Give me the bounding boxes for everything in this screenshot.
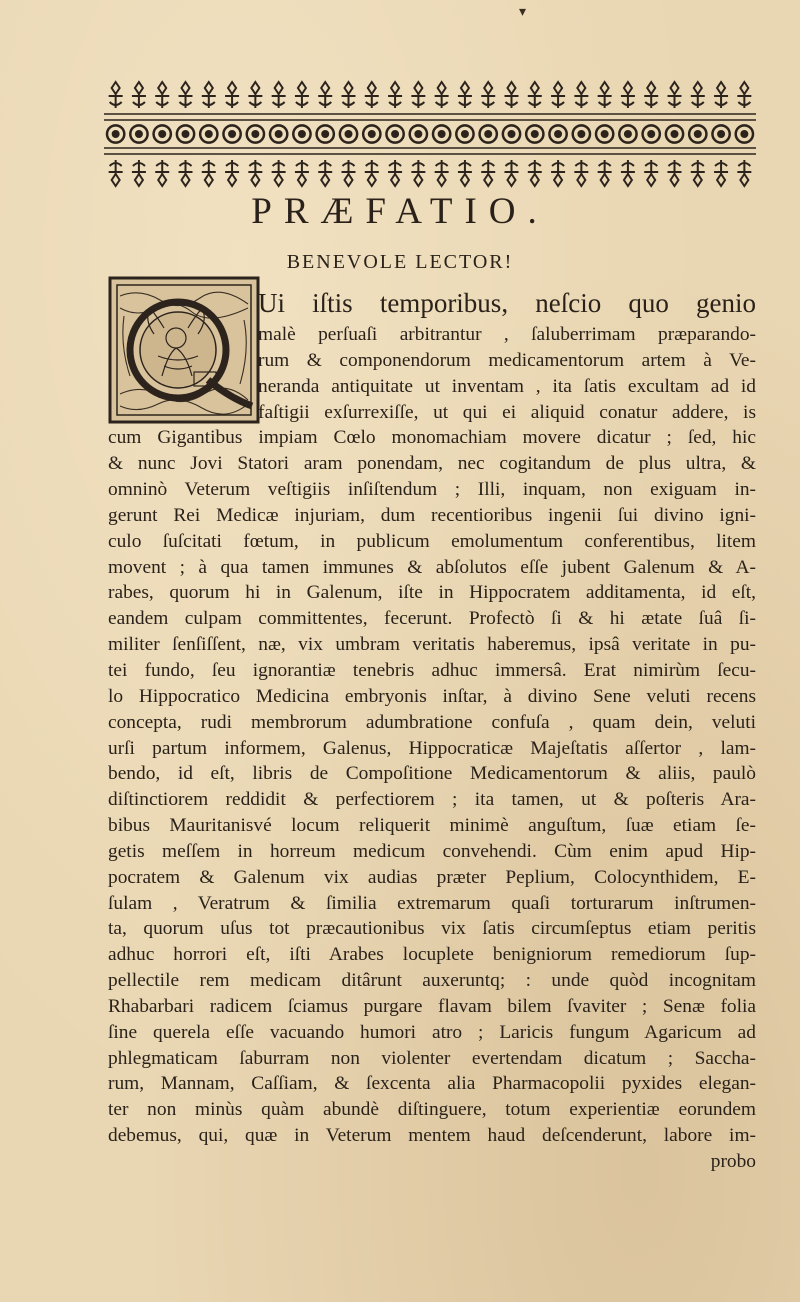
text-line: ta, quorum uſus tot præcautionibus vix ſatis circumſeptus etiam peritis (108, 918, 756, 940)
text-line: faſtigii exſurrexiſſe, ut qui ei aliquid conatur addere, is (258, 401, 756, 423)
text-line: militer ſenſiſſent, næ, vix umbram veritatis haberemus, ipsâ veritate in pu- (108, 634, 756, 656)
text-line: probo (710, 1151, 756, 1172)
text-line: rum, Mannam, Caſſiam, & ſexcenta alia Pharmacopolii pyxides elegan- (108, 1073, 756, 1095)
text-line: gerunt Rei Medicæ injuriam, dum recentioribus ingenii ſui divino igni- (108, 504, 756, 526)
text-line: rum & componendorum medicamentorum artem à Ve- (258, 349, 756, 371)
text-line: diſtinctiorem reddidit & perfectiorem ; ita tamen, ut & poſteris Ara- (108, 789, 756, 811)
text-line: pocratem & Galenum vix audias præter Peplium, Colocynthidem, E- (108, 866, 756, 888)
text-line: adhuc horrori eſt, iſti Arabes locuplete benigniorum remediorum ſup- (108, 944, 756, 966)
page-title: PRÆFATIO. (251, 191, 549, 232)
text-line: ſine querela eſſe vacuando humori atro ; Laricis fungum Agaricum ad (108, 1021, 756, 1043)
text-line: pellectile rem medicam ditârunt auxeruntq; : unde quòd incognitam (108, 970, 756, 992)
text-line: getis meſſem in horreum medicum convehendi. Cùm enim apud Hip- (108, 840, 756, 862)
text-line: urſi partum informem, Galenus, Hippocraticæ Majeſtatis aſſertor , lam- (108, 737, 756, 759)
text-line: movent ; à qua tamen immunes & abſolutos eſſe jubent Galenum & A- (108, 556, 756, 578)
text-line: rabes, quorum hi in Galenum, iſte in Hippocratem additamenta, id eſt, (108, 582, 756, 604)
text-line: bibus Mauritanisvé locum reliquerit minimè anguſtum, ſuæ etiam ſe- (108, 815, 756, 837)
text-line: ſulam , Veratrum & ſimilia extremarum quaſi torturarum inſtrumen- (108, 892, 756, 914)
text-line: eandem culpam committentes, fecerunt. Profectò ſi & hi ætate ſuâ ſi- (108, 608, 756, 630)
text-line: malè perſuaſi arbitrantur , ſaluberrimam præparando- (258, 324, 756, 345)
page-subtitle: BENEVOLE LECTOR! (286, 251, 514, 273)
text-line: ter non minùs quàm abundè diſtinguere, totum experientiæ eorundem (108, 1099, 756, 1121)
text-line: lo Hippocratico Medicina embryonis inſtar, à divino Sene veluti recens (108, 685, 756, 707)
text-line: phlegmaticam ſaburram non violenter evertendam dicatum ; Saccha- (108, 1047, 756, 1069)
printer-mark: ▾ (519, 4, 527, 20)
woodcut-ornament-band (104, 78, 756, 190)
text-line: Ui iſtis temporibus, neſcio quo genio (258, 288, 756, 318)
text-line: bendo, id eſt, libris de Compoſitione Medicamentorum & aliis, paulò (108, 763, 756, 785)
text-line: concepta, rudi membrorum adumbratione confuſa , quam dein, veluti (108, 711, 756, 733)
preface-text (108, 288, 756, 1175)
text-line: omninò Veterum veſtigiis inſiſtendum ; Illi, inquam, non exiguam in- (108, 479, 756, 501)
text-line: & nunc Jovi Statori aram ponendam, nec cogitandum de plus ultra, & (108, 453, 756, 475)
text-line: tei fundo, ſeu ignorantiæ tenebris adhuc immersâ. Erat nimirùm ſecu- (108, 659, 756, 681)
text-line: debemus, qui, quæ in Veterum mentem haud deſcenderunt, labore im- (108, 1125, 756, 1147)
text-line: culo ſuſcitati fœtum, in publicum emolumentum conferentibus, litem (108, 530, 756, 552)
text-line: neranda antiquitate ut inventam , ita ſatis excultam ad id (258, 375, 756, 397)
text-line: Rhabarbari radicem ſciamus purgare flavam bilem ſvaviter ; Senæ folia (108, 995, 756, 1017)
text-line: cum Gigantibus impiam Cœlo monomachiam movere dicatur ; ſed, hic (108, 427, 756, 449)
